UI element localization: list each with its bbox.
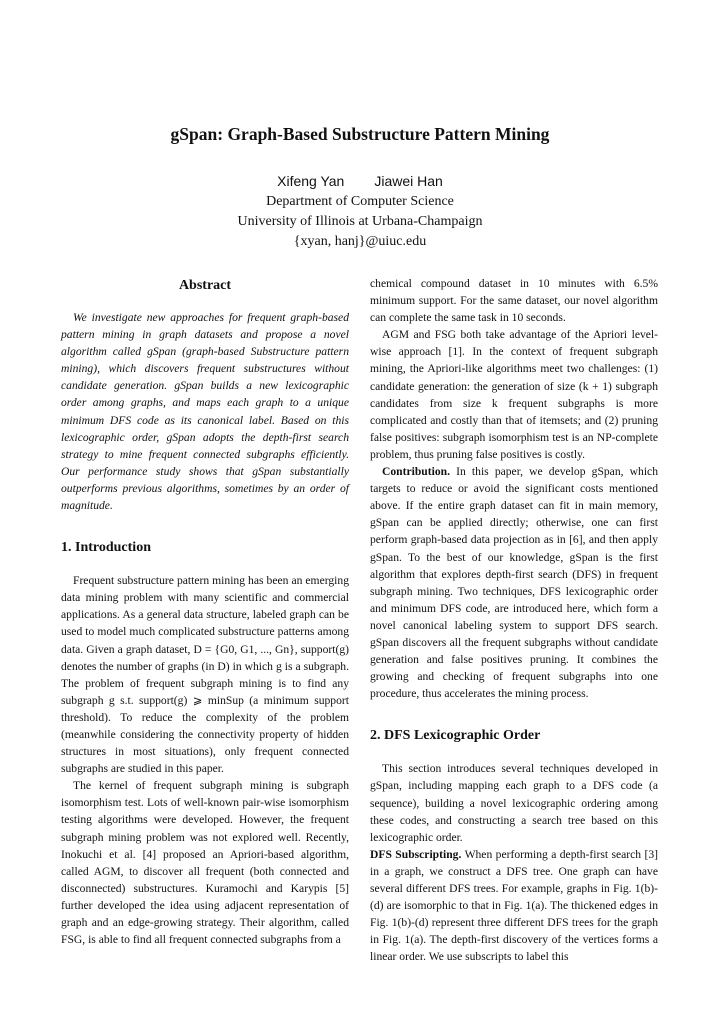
intro-paragraph-2: The kernel of frequent subgraph mining is subgraph isomorphism test. Lots of well-known pair-wise isomorphism testing algorithms were developed. However, the frequent subgraph mining problem was not explored well. Recently, Inokuchi et al. [4] proposed an Apriori-based algorithm, called AGM, to discover all frequent (both connected and disconnected) substructures. Kuramochi and Karypis [5] further developed the idea using adjacent representation of graph and an edge-growing strategy. Their algorithm, called FSG, is able to find all frequent connected subgraphs from a	[61, 779, 349, 947]
contribution-runin-heading: Contribution.	[382, 465, 450, 479]
dfs-subscripting-text: When performing a depth-first search [3] in a graph, we construct a DFS tree. One graph can have several different DFS trees. For example, graphs in Fig. 1(b)-(d) are isomorphic to that in Fig. 1(a). The thickened edges in Fig. 1(b)-(d) represent three different DFS trees for the graph in Fig. 1(a). The depth-first discovery of the vertices forms a linear order. We use subscripts to label this	[370, 847, 658, 964]
contribution-text: In this paper, we develop gSpan, which targets to reduce or avoid the significant costs mentioned above. If the entire graph dataset can fit in main memory, gSpan can be applied directly; otherwise, one can first perform graph-based data projection as in [6], and then apply gSpan. To the best of our knowledge, gSpan is the first algorithm that explores depth-first search (DFS) in frequent subgraph mining. Two techniques, DFS lexicographic order and minimum DFS code, are introduced here, which form a novel canonical labeling system to support DFS search. gSpan discovers all the frequent subgraphs without candidate generation and false positives pruning. It combines the growing and checking of frequent subgraphs into one procedure, thus accelerates the mining process.	[370, 465, 658, 701]
affiliation-dept: Department of Computer Science	[266, 194, 454, 209]
body-paragraph: AGM and FSG both take advantage of the Apriori level-wise approach [1]. In the context of frequent subgraph mining, the Apriori-like algorithms meet two challenges: (1) candidate generation: the generation of size (k + 1) subgraph candidates from size k frequent subgraphs is more complicated and costly than that of itemsets; and (2) pruning false positives: subgraph isomorphism test is an NP-complete problem, thus pruning false positives is costly.	[370, 328, 658, 461]
affiliation-email: {xyan, hanj}@uiuc.edu	[293, 234, 427, 249]
abstract-text: We investigate new approaches for frequent graph-based pattern mining in graph datasets and propose a novel algorithm called gSpan (graph-based Substructure pattern mining), which discovers frequent substructures without candidate generation. gSpan builds a new lexicographic order among graphs, and maps each graph to a unique minimum DFS code as its canonical label. Based on this lexicographic order, gSpan adopts the depth-first search strategy to mine frequent connected subgraphs efficiently. Our performance study shows that gSpan substantially outperforms previous algorithms, sometimes by an order of magnitude.	[61, 311, 349, 513]
body-paragraph: This section introduces several techniques developed in gSpan, including mapping each graph to a DFS code (a sequence), building a novel lexicographic ordering among these codes, and constructing a search tree based on this lexicographic order.	[370, 762, 658, 844]
left-column	[61, 275, 349, 948]
right-column	[370, 275, 658, 965]
author-list	[0, 173, 720, 189]
paper-title: gSpan: Graph-Based Substructure Pattern Mining	[170, 124, 550, 144]
section-heading-introduction: 1. Introduction	[61, 540, 151, 556]
author-name: Jiawei Han	[374, 173, 443, 189]
affiliation-university: University of Illinois at Urbana-Champaign	[237, 214, 483, 229]
body-paragraph: chemical compound dataset in 10 minutes with 6.5% minimum support. For the same dataset, our novel algorithm can complete the same task in 10 seconds.	[370, 277, 658, 325]
intro-paragraph-1: Frequent substructure pattern mining has been an emerging data mining problem with many scientific and commercial applications. As a general data structure, labeled graph can be used to model much complicated substructure patterns among data. Given a graph dataset, D = {G0, G1, ..., Gn}, support(g) denotes the number of graphs (in D) in which g is a subgraph. The problem of frequent subgraph mining is to find any subgraph g s.t. support(g) ⩾ minSup (a minimum support threshold). To reduce the complexity of the problem (meanwhile considering the connectivity property of hidden structures in most situations), only frequent connected subgraphs are studied in this paper.	[61, 574, 349, 776]
section-heading-dfs-order: 2. DFS Lexicographic Order	[370, 728, 541, 744]
dfs-subscripting-paragraph	[370, 846, 658, 966]
dfs-subscripting-runin-heading: DFS Subscripting.	[370, 847, 462, 861]
contribution-paragraph	[370, 463, 658, 702]
author-name: Xifeng Yan	[277, 173, 345, 189]
abstract-heading: Abstract	[178, 278, 232, 293]
